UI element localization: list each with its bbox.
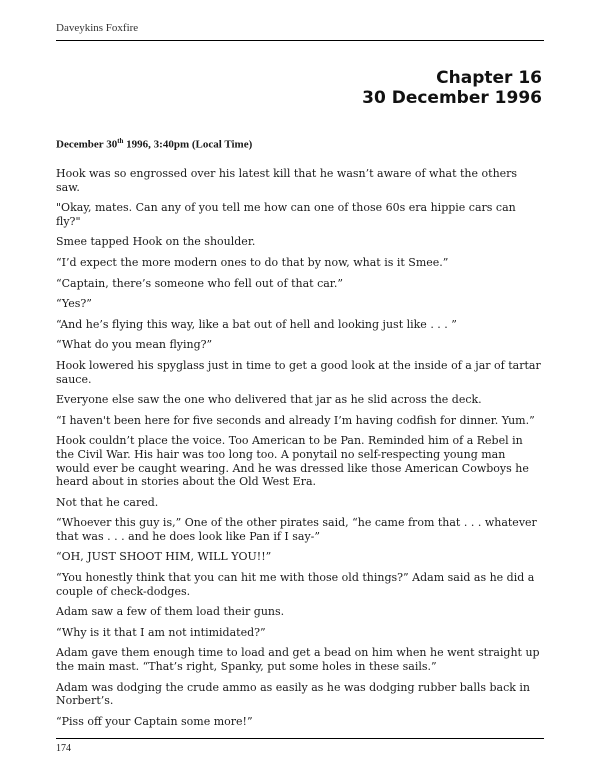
page-number: 174 bbox=[56, 743, 71, 754]
footer-rule bbox=[56, 738, 544, 739]
paragraph: Adam was dodging the crude ammo as easily as he was dodging rubber balls back in Norbert’s. bbox=[56, 680, 531, 708]
paragraph: Hook couldn’t place the voice. Too American to be Pan. Reminded him of a Rebel in the Civil War. His hair was too long too. A ponytail no self-respecting young man would ever be caught wearing. And he was dressed like those American Cowboys he heard about in stories about the Old West Era. bbox=[56, 434, 529, 489]
header-rule bbox=[56, 40, 544, 41]
paragraph: Adam gave them enough time to load and get a bead on him when he went straight up the main mast. “That’s right, Spanky, put some holes in these sails.” bbox=[56, 646, 540, 674]
paragraph: “Piss off your Captain some more!” bbox=[56, 714, 253, 728]
paragraph: Hook lowered his spyglass just in time to get a good look at the inside of a jar of tartar sauce. bbox=[56, 358, 541, 386]
chapter-title: Chapter 16 bbox=[436, 68, 542, 88]
paragraph: Not that he cared. bbox=[56, 495, 159, 509]
paragraph: Hook was so engrossed over his latest kill that he wasn’t aware of what the others saw. bbox=[56, 167, 518, 194]
paragraph: “And he’s flying this way, like a bat out of hell and looking just like . . . ” bbox=[56, 317, 457, 331]
paragraph: “Why is it that I am not intimidated?” bbox=[56, 625, 266, 639]
paragraph: “Whoever this guy is,” One of the other pirates said, “he came from that . . . whatever that was . . . and he does look like Pan if I say-” bbox=[56, 516, 537, 543]
paragraph: "Okay, mates. Can any of you tell me how can one of those 60s era hippie cars can fly?" bbox=[56, 201, 516, 228]
date-rest: 1996, 3:40pm (Local Time) bbox=[123, 138, 253, 151]
date-prefix: December 30 bbox=[56, 138, 118, 151]
chapter-subtitle: 30 December 1996 bbox=[362, 88, 542, 108]
chapter-heading bbox=[362, 68, 542, 108]
paragraph: “You honestly think that you can hit me with those old things?” Adam said as he did a couple of check-dodges. bbox=[56, 571, 535, 598]
running-header: Daveykins Foxfire bbox=[56, 22, 139, 34]
body-text bbox=[56, 167, 542, 735]
paragraph: “Yes?” bbox=[56, 297, 92, 311]
paragraph: “I haven't been here for five seconds and already I’m having codfish for dinner. Yum.” bbox=[56, 413, 535, 427]
paragraph: “What do you mean flying?” bbox=[56, 338, 213, 352]
scene-date-line bbox=[56, 137, 252, 151]
paragraph: Everyone else saw the one who delivered that jar as he slid across the deck. bbox=[56, 393, 482, 407]
paragraph: Smee tapped Hook on the shoulder. bbox=[56, 235, 256, 249]
paragraph: Adam saw a few of them load their guns. bbox=[56, 605, 285, 619]
paragraph: “I’d expect the more modern ones to do that by now, what is it Smee.” bbox=[56, 255, 449, 269]
date-ordinal-suffix: th bbox=[117, 137, 124, 145]
paragraph: “Captain, there’s someone who fell out of that car.” bbox=[56, 276, 343, 290]
paragraph: “OH, JUST SHOOT HIM, WILL YOU!!” bbox=[56, 550, 272, 564]
